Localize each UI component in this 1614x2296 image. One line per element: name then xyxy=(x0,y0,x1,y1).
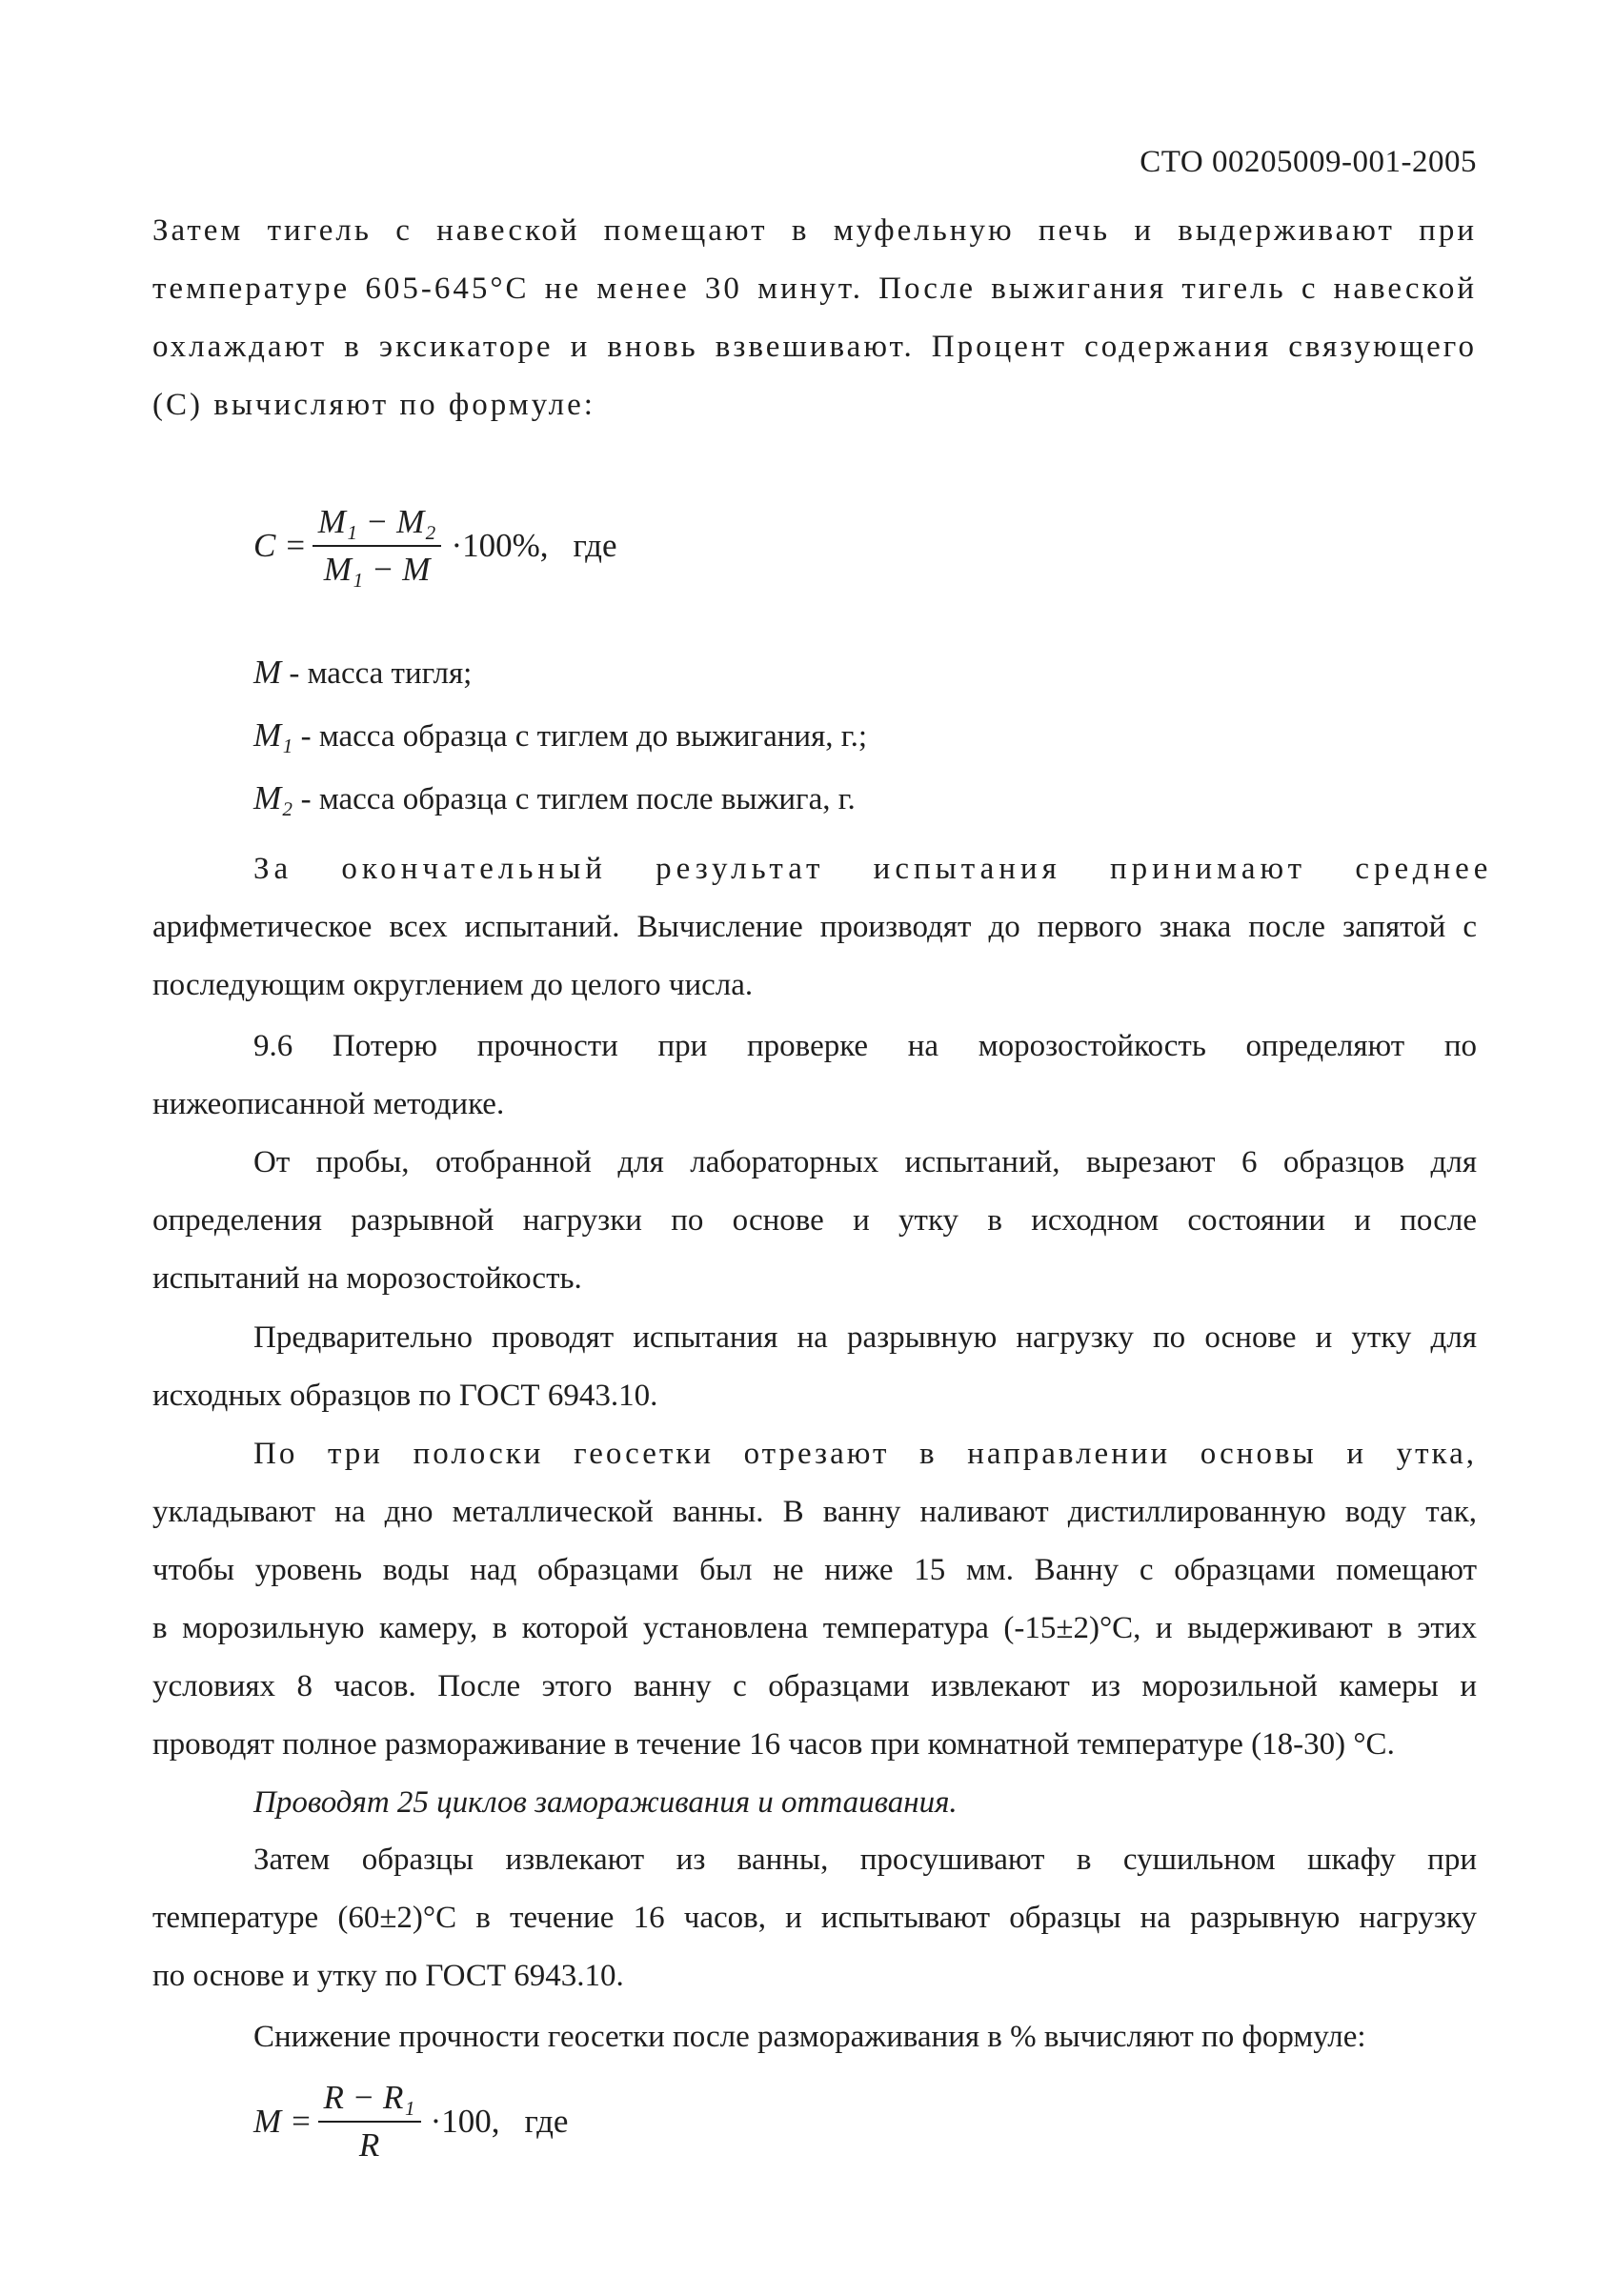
formula-fraction xyxy=(313,503,442,589)
formula-fraction xyxy=(318,2079,421,2165)
text-line: чтобы уровень воды над образцами был не ниже 15 мм. Ванну с образцами помещают xyxy=(152,1553,1477,1587)
definition-text: - масса образца с тиглем до выжигания, г.; xyxy=(293,719,867,754)
text-line: последующим округлением до целого числа. xyxy=(152,968,754,1002)
text-line: по основе и утку по ГОСТ 6943.10. xyxy=(152,1959,624,1993)
text-line: От пробы, отобранной для лабораторных испытаний, вырезают 6 образцов для xyxy=(253,1145,1477,1179)
text-line: условиях 8 часов. После этого ванну с образцами извлекают из морозильной камеры и xyxy=(152,1669,1477,1703)
text-line: За окончательный результат испытания принимают среднее xyxy=(253,852,1493,886)
paragraph-section-9-6 xyxy=(152,1017,1477,1134)
formula-lhs: C = xyxy=(253,527,307,564)
definition-line xyxy=(253,654,472,692)
paragraph-strength-loss xyxy=(152,2008,1477,2066)
paragraph-ashing-procedure xyxy=(152,202,1477,434)
document-code: СТО 00205009-001-2005 xyxy=(1140,145,1477,179)
formula-strength-loss xyxy=(253,2079,568,2165)
definition-text: - масса тигля; xyxy=(281,656,473,691)
definition-symbol: M₂ xyxy=(253,779,293,816)
definition-line xyxy=(253,716,867,755)
paragraph-preliminary-test xyxy=(152,1309,1477,1425)
text-line: в морозильную камеру, в которой установлена температура (-15±2)°С, и выдерживают в этих xyxy=(152,1611,1477,1645)
text-line: Затем тигель с навеской помещают в муфельную печь и выдерживают при xyxy=(152,213,1477,248)
text-line: охлаждают в эксикаторе и вновь взвешивают. Процент содержания связующего xyxy=(152,330,1477,364)
text-line: Предварительно проводят испытания на разрывную нагрузку по основе и утку для xyxy=(253,1320,1477,1355)
formula-where: где xyxy=(573,527,617,564)
paragraph-sampling xyxy=(152,1134,1477,1308)
text-line: проводят полное размораживание в течение 16 часов при комнатной температуре (18-30) °С. xyxy=(152,1727,1395,1762)
formula-where: где xyxy=(524,2103,569,2140)
text-line: температуре 605-645°С не менее 30 минут. После выжигания тигель с навеской xyxy=(152,272,1477,306)
paragraph-final-result xyxy=(152,840,1493,1015)
text-line: Снижение прочности геосетки после размораживания в % вычисляют по формуле: xyxy=(253,2020,1366,2054)
paragraph-cycles xyxy=(152,1774,1477,1832)
text-line: Затем образцы извлекают из ванны, просушивают в сушильном шкафу при xyxy=(253,1843,1477,1877)
text-line: испытаний на морозостойкость. xyxy=(152,1261,582,1296)
text-line: исходных образцов по ГОСТ 6943.10. xyxy=(152,1379,658,1413)
text-line: 9.6 Потерю прочности при проверке на морозостойкость определяют по xyxy=(253,1029,1477,1063)
formula-tail: ·100, xyxy=(430,2103,500,2140)
text-line: По три полоски геосетки отрезают в направлении основы и утка, xyxy=(253,1437,1477,1471)
text-line: температуре (60±2)°С в течение 16 часов, и испытывают образцы на разрывную нагрузку xyxy=(152,1901,1477,1935)
definition-symbol: M₁ xyxy=(253,716,293,754)
formula-lhs: M = xyxy=(253,2103,313,2140)
text-line: арифметическое всех испытаний. Вычисление производят до первого знака после запятой с xyxy=(152,910,1477,944)
formula-denominator: M₁ − M xyxy=(323,551,431,588)
formula-denominator: R xyxy=(358,2126,380,2164)
formula-numerator: M₁ − M₂ xyxy=(313,503,442,547)
text-line: Проводят 25 циклов замораживания и оттаивания. xyxy=(253,1785,958,1820)
definition-line xyxy=(253,779,856,817)
text-line: (С) вычисляют по формуле: xyxy=(152,388,595,422)
definition-symbol: M xyxy=(253,654,282,691)
formula-binder-content xyxy=(253,503,617,589)
definition-text: - масса образца с тиглем после выжига, г. xyxy=(293,782,856,816)
formula-tail: ·100%, xyxy=(451,527,549,564)
text-line: укладывают на дно металлической ванны. В ванну наливают дистиллированную воду так, xyxy=(152,1495,1477,1529)
text-line: определения разрывной нагрузки по основе и утку в исходном состоянии и после xyxy=(152,1203,1477,1238)
formula-numerator: R − R₁ xyxy=(318,2079,421,2123)
paragraph-freezing-procedure xyxy=(152,1425,1477,1774)
text-line: нижеописанной методике. xyxy=(152,1087,505,1121)
paragraph-drying-and-testing xyxy=(152,1831,1477,2005)
